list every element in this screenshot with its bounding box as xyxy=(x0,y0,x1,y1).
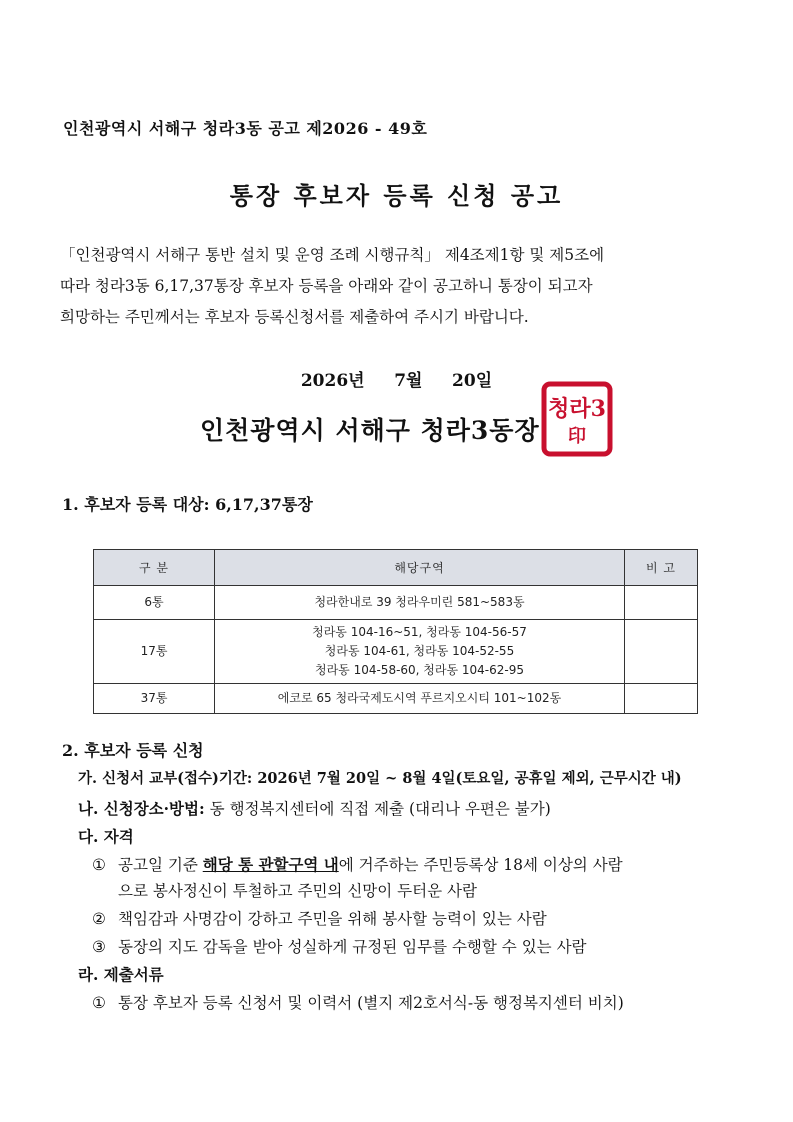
svg-text:印: 印 xyxy=(568,426,586,447)
cell-tong: 6통 xyxy=(94,586,215,620)
qualification-heading: 다. 자격 xyxy=(78,827,134,846)
cell-area: 에코로 65 청라국제도시역 푸르지오시티 101~102동 xyxy=(215,684,625,714)
item-number: ① xyxy=(92,856,106,874)
official-seal xyxy=(538,378,616,460)
cell-note xyxy=(625,620,698,684)
cell-tong: 17통 xyxy=(94,620,215,684)
intro-paragraph xyxy=(60,240,720,333)
qualification-item-3 xyxy=(92,935,587,957)
qualification-item-1 xyxy=(92,853,623,875)
header-area: 해당구역 xyxy=(215,550,625,586)
issuing-authority: 인천광역시 서해구 청라3동장 xyxy=(200,416,540,445)
table-row xyxy=(94,620,698,684)
cell-tong: 37통 xyxy=(94,684,215,714)
date-month: 7월 xyxy=(394,371,423,391)
application-place xyxy=(78,797,551,819)
document-title: 통장 후보자 등록 신청 공고 xyxy=(229,181,564,210)
item-number: ① xyxy=(92,994,106,1012)
notice-date xyxy=(0,366,793,391)
application-period: 가. 신청서 교부(접수)기간: 2026년 7월 20일 ~ 8월 4일(토요일, 공휴일 제외, 근무시간 내) xyxy=(78,770,682,787)
table-row xyxy=(94,586,698,620)
table-row xyxy=(94,684,698,714)
qualification-item-2 xyxy=(92,907,547,929)
date-day: 20일 xyxy=(452,371,493,391)
d1-text: 통장 후보자 등록 신청서 및 이력서 (별지 제2호서식-동 행정복지센터 비치) xyxy=(118,994,624,1012)
table-header-row xyxy=(94,550,698,586)
documents-heading: 라. 제출서류 xyxy=(78,965,164,984)
q1-text-post: 에 거주하는 주민등록상 18세 이상의 사람 xyxy=(338,856,623,874)
notice-number: 인천광역시 서해구 청라3동 공고 제2026 - 49호 xyxy=(63,119,428,138)
header-note: 비 고 xyxy=(625,550,698,586)
header-division: 구 분 xyxy=(94,550,215,586)
place-text: 동 행정복지센터에 직접 제출 (대리나 우편은 불가) xyxy=(209,800,551,818)
q1-underlined: 해당 통 관할구역 내 xyxy=(202,855,339,874)
intro-line: 「인천광역시 서해구 통반 설치 및 운영 조례 시행규칙」 제4조제1항 및 제5조에 xyxy=(60,246,605,264)
cell-note xyxy=(625,684,698,714)
item-number: ③ xyxy=(92,938,106,956)
qualification-item-1-cont: 으로 봉사정신이 투철하고 주민의 신망이 두터운 사람 xyxy=(118,882,477,900)
document-item-1 xyxy=(92,991,624,1013)
q3-text: 동장의 지도 감독을 받아 성실하게 규정된 임무를 수행할 수 있는 사람 xyxy=(118,938,587,956)
intro-line: 따라 청라3동 6,17,37통장 후보자 등록을 아래와 같이 공고하니 통장이 되고자 xyxy=(60,277,593,295)
q1-text: 공고일 기준 xyxy=(118,856,203,874)
place-label: 나. 신청장소·방법: xyxy=(78,799,205,818)
intro-line: 희망하는 주민께서는 후보자 등록신청서를 제출하여 주시기 바랍니다. xyxy=(60,308,529,326)
cell-area: 청라한내로 39 청라우미린 581~583동 xyxy=(215,586,625,620)
section-2-heading: 2. 후보자 등록 신청 xyxy=(62,741,204,760)
seal-text: 청라3 xyxy=(548,396,606,422)
zone-table xyxy=(93,549,698,714)
q2-text: 책임감과 사명감이 강하고 주민을 위해 봉사할 능력이 있는 사람 xyxy=(118,910,547,928)
section-1-heading: 1. 후보자 등록 대상: 6,17,37통장 xyxy=(62,495,313,514)
cell-note xyxy=(625,586,698,620)
item-number: ② xyxy=(92,910,106,928)
cell-area: 청라동 104-16~51, 청라동 104-56-57 청라동 104-61, 청라동 104-52-55 청라동 104-58-60, 청라동 104-62-95 xyxy=(215,620,625,684)
date-year: 2026년 xyxy=(300,371,365,391)
